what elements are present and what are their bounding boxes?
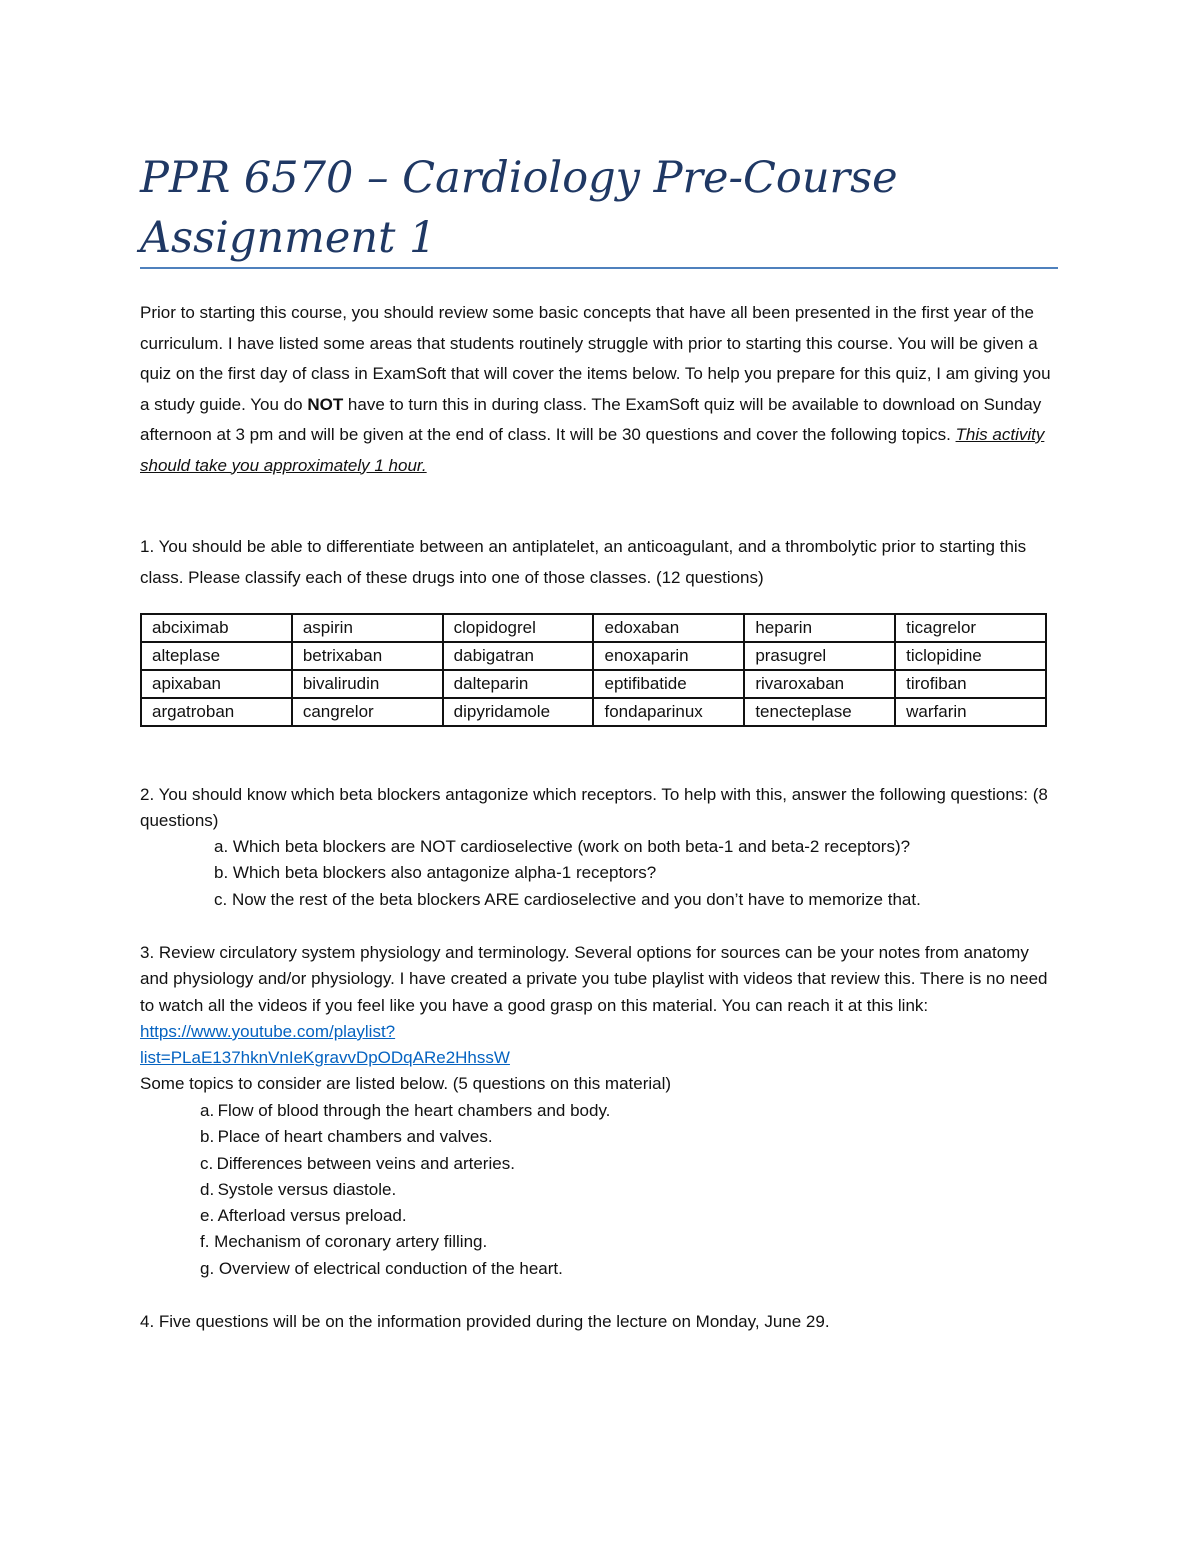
intro-text-2: have to turn this in during class. The ExamSoft quiz will be available to download on Sunday afternoon at 3 pm and will be given at the end of class. It will be 30 questions and cover the following topics. [140,394,1042,444]
list-item: d. Systole versus diastole. [200,1179,397,1199]
section-4-paragraph: 4. Five questions will be on the information provided during the lecture on Monday, June 29. [140,1312,830,1331]
playlist-link[interactable] [140,1022,510,1067]
intro-not-emphasis: NOT [307,394,344,414]
intro-time-emphasis: This activity should take you approximately 1 hour. [140,425,1045,475]
list-item: f. Mechanism of coronary artery filling. [200,1232,488,1252]
table-cell: tirofiban [895,670,1046,698]
section-3-paragraph [140,940,1060,1098]
table-cell: ticagrelor [895,614,1046,642]
title-underline-rule [140,267,1058,269]
title-line-1: PPR 6570 – Cardiology Pre-Course [140,153,898,203]
list-item: b. Place of heart chambers and valves. [200,1127,493,1147]
playlist-link-line-2[interactable]: list=PLaE137hknVnIeKgravvDpODqARe2HhssW [140,1048,510,1068]
table-cell: aspirin [292,614,443,642]
table-cell: argatroban [141,698,292,726]
table-cell: apixaban [141,670,292,698]
table-row [141,698,1046,726]
section-3-topics [200,1098,1060,1282]
table-cell: dipyridamole [443,698,594,726]
intro-text: Prior to starting this course, you should review some basic concepts that have all been presented in the first year of the curriculum. I have listed some areas that students routinely struggle with prior to starting this course. You will be given a quiz on the first day of class in ExamSoft that will cover the items below. To help you prepare for this quiz, I am giving you a study guide. You do [140,303,1051,414]
table-cell: enoxaparin [593,642,744,670]
table-cell: edoxaban [593,614,744,642]
list-item: c. Now the rest of the beta blockers ARE cardioselective and you don’t have to memorize that. [214,889,921,909]
drug-classification-table [140,613,1047,727]
table-cell: abciximab [141,614,292,642]
section-2-questions [214,834,1074,913]
topics-intro: Some topics to consider are listed below. (5 questions on this material) [140,1074,672,1094]
table-cell: clopidogrel [443,614,594,642]
table-cell: eptifibatide [593,670,744,698]
title-line-2: Assignment 1 [140,213,437,263]
table-cell: bivalirudin [292,670,443,698]
table-cell: rivaroxaban [744,670,895,698]
section-3-text: 3. Review circulatory system physiology and terminology. Several options for sources can be your notes from anatomy and physiology and/or physiology. I have created a private you tube playlist with videos that review this. There is no need to watch all the videos if you feel like you have a good grasp on this material. You can reach it at this link: [140,943,1048,1015]
table-cell: betrixaban [292,642,443,670]
intro-paragraph [140,298,1060,481]
list-item: c. Differences between veins and arteries. [200,1153,515,1173]
table-cell: prasugrel [744,642,895,670]
playlist-link-line-1[interactable]: https://www.youtube.com/playlist? [140,1021,396,1041]
table-row [141,642,1046,670]
list-item: g. Overview of electrical conduction of the heart. [200,1258,563,1278]
list-item: e. Afterload versus preload. [200,1206,407,1226]
table-cell: tenecteplase [744,698,895,726]
list-item: a. Flow of blood through the heart chambers and body. [200,1101,611,1120]
table-row [141,670,1046,698]
table-cell: warfarin [895,698,1046,726]
table-cell: fondaparinux [593,698,744,726]
section-2-paragraph: 2. You should know which beta blockers antagonize which receptors. To help with this, answer the following questions: (8 questions) [140,785,1048,831]
list-item: b. Which beta blockers also antagonize alpha-1 receptors? [214,863,657,883]
section-1-paragraph: 1. You should be able to differentiate between an antiplatelet, an anticoagulant, and a thrombolytic prior to starting this class. Please classify each of these drugs into one of those classes. (12 questions) [140,537,1027,587]
table-cell: cangrelor [292,698,443,726]
table-cell: ticlopidine [895,642,1046,670]
table-cell: dalteparin [443,670,594,698]
table-cell: heparin [744,614,895,642]
table-cell: dabigatran [443,642,594,670]
list-item: a. Which beta blockers are NOT cardioselective (work on both beta-1 and beta-2 receptors)? [214,837,911,856]
document-title [140,148,1060,268]
table-cell: alteplase [141,642,292,670]
table-row [141,614,1046,642]
